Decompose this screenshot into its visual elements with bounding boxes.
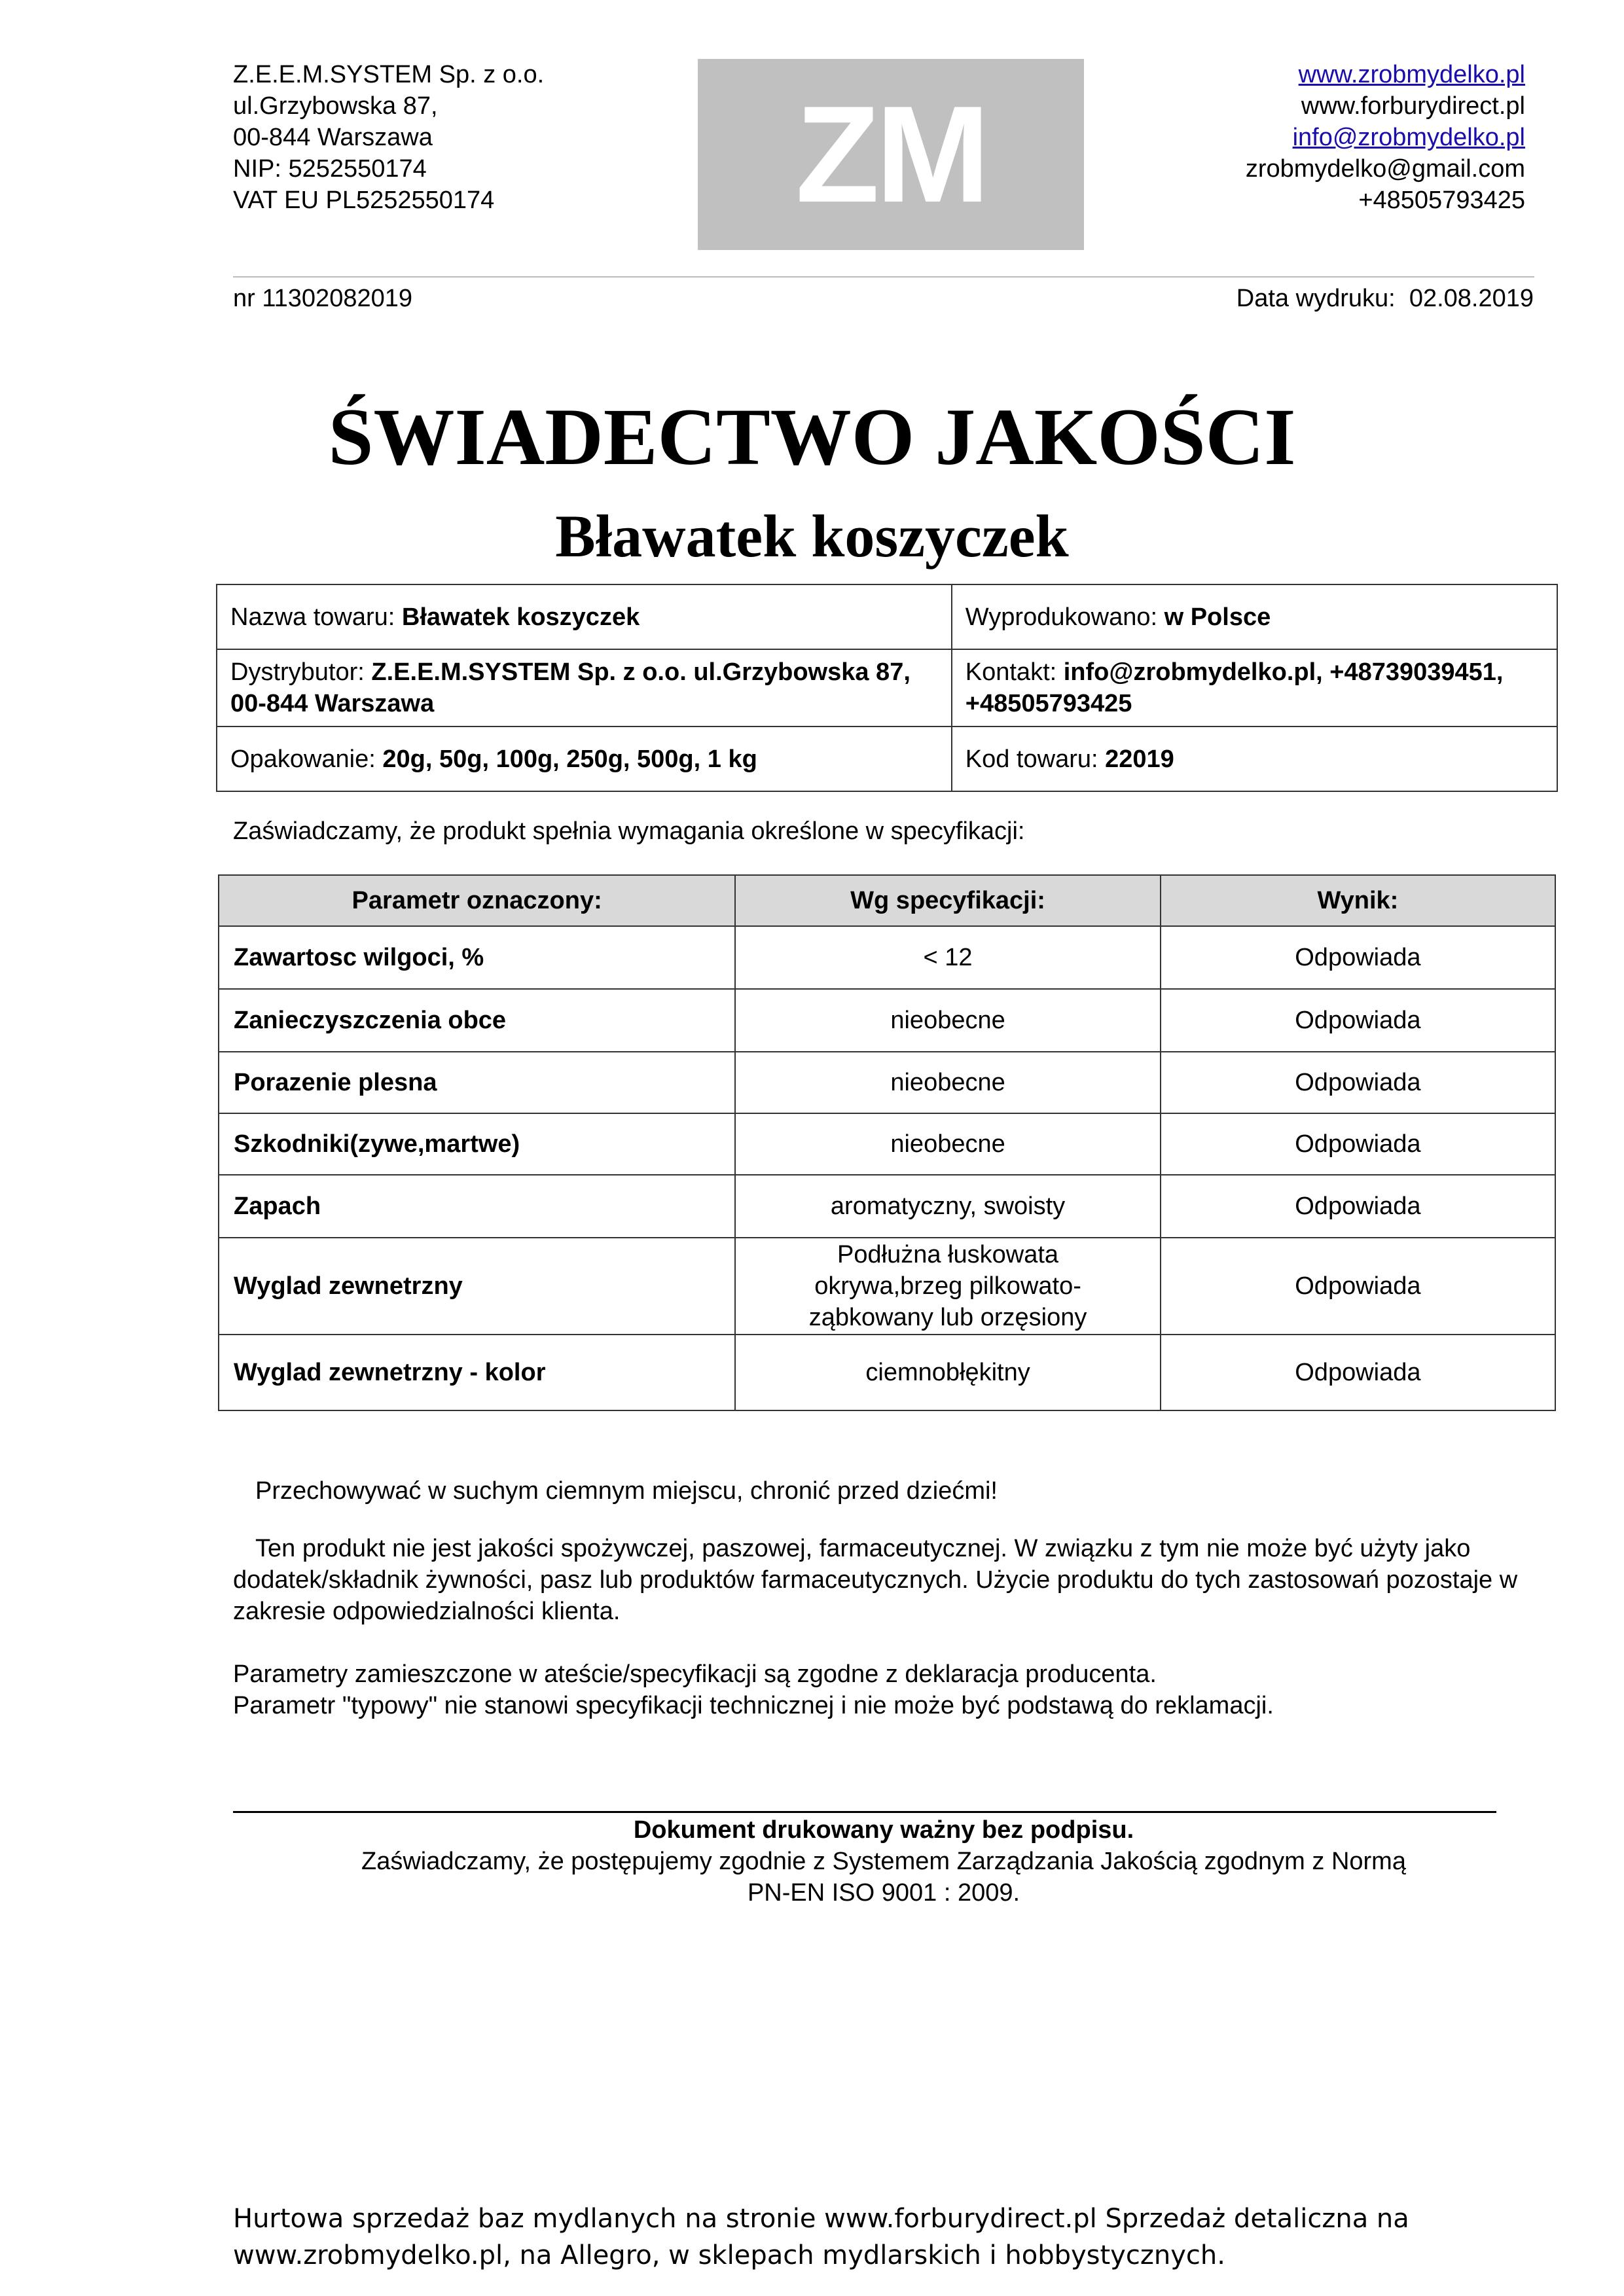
table-row [219, 1175, 1555, 1238]
param-cell: Wyglad zewnetrzny - kolor [219, 1335, 735, 1410]
info-cell-contact [952, 649, 1557, 726]
info-cell-packaging [217, 726, 952, 791]
param-cell: Zanieczyszczenia obce [219, 989, 735, 1052]
footer-text: Hurtowa sprzedaż baz mydlanych na stronie www.forburydirect.pl Sprzedaż detaliczna na www.zrobmydelko.pl, na Allegro, w sklepach mydlarskich i hobbystycznych. [233, 2204, 1409, 2270]
spec-cell: ciemnobłękitny [735, 1335, 1160, 1410]
origin-value: w Polsce [1164, 603, 1271, 631]
product-subtitle: Bławatek koszyczek [555, 503, 1069, 569]
validity-block [327, 1814, 1440, 1909]
email-gmail: zrobmydelko@gmail.com [1245, 155, 1525, 183]
website-link-forburydirect[interactable]: www.forburydirect.pl [1301, 92, 1525, 120]
distributor-label: Dystrybutor: [230, 658, 372, 686]
print-date-label: Data wydruku: [1236, 285, 1396, 312]
info-cell-origin [952, 584, 1557, 649]
table-row [219, 1238, 1555, 1335]
iso-statement: Zaświadczamy, że postępujemy zgodnie z Systemem Zarządzania Jakością zgodnym z Normą PN-EN ISO 9001 : 2009. [361, 1848, 1406, 1907]
signature-line [233, 1811, 1496, 1813]
result-cell: Odpowiada [1161, 1175, 1555, 1238]
spec-cell: nieobecne [735, 1113, 1160, 1175]
result-cell: Odpowiada [1161, 926, 1555, 989]
company-vat: VAT EU PL5252550174 [233, 187, 495, 214]
contact-block [1087, 59, 1525, 216]
product-code-value: 22019 [1105, 745, 1174, 773]
company-address [233, 59, 652, 216]
product-code-label: Kod towaru: [965, 745, 1106, 773]
info-cell-product-code [952, 726, 1557, 791]
company-logo [698, 59, 1084, 250]
param-cell: Zapach [219, 1175, 735, 1238]
parameters-note-1: Parametry zamieszczone w ateście/specyfikacji są zgodne z deklaracja producenta. [233, 1660, 1157, 1688]
specification-table [218, 874, 1556, 1411]
company-name: Z.E.E.M.SYSTEM Sp. z o.o. [233, 61, 545, 88]
packaging-label: Opakowanie: [230, 745, 383, 773]
param-cell: Szkodniki(zywe,martwe) [219, 1113, 735, 1175]
param-cell: Wyglad zewnetrzny [219, 1238, 735, 1335]
info-cell-distributor [217, 649, 952, 726]
result-cell: Odpowiada [1161, 1238, 1555, 1335]
product-name-value: Bławatek koszyczek [401, 603, 640, 631]
distributor-value: Z.E.E.M.SYSTEM Sp. z o.o. ul.Grzybowska 87, 00-844 Warszawa [230, 658, 911, 717]
table-row [219, 1335, 1555, 1410]
origin-label: Wyprodukowano: [965, 603, 1164, 631]
print-date-value: 02.08.2019 [1409, 285, 1534, 312]
spec-cell: aromatyczny, swoisty [735, 1175, 1160, 1238]
header-specification: Wg specyfikacji: [735, 875, 1160, 926]
certify-statement: Zaświadczamy, że produkt spełnia wymagania określone w specyfikacji: [233, 817, 1025, 845]
storage-note: Przechowywać w suchym ciemnym miejscu, chronić przed dziećmi! [255, 1477, 998, 1505]
phone-number: +48505793425 [1358, 187, 1525, 214]
spec-cell: < 12 [735, 926, 1160, 989]
logo-text: ZM [795, 77, 986, 231]
website-link-zrobmydelko[interactable]: www.zrobmydelko.pl [1298, 61, 1525, 88]
spec-cell: Podłużna łuskowata okrywa,brzeg pilkowato-ząbkowany lub orzęsiony [735, 1238, 1160, 1335]
company-nip: NIP: 5252550174 [233, 155, 427, 183]
result-cell: Odpowiada [1161, 1113, 1555, 1175]
validity-bold: Dokument drukowany ważny bez podpisu. [633, 1816, 1134, 1844]
header-divider [233, 276, 1534, 278]
spec-cell: nieobecne [735, 1052, 1160, 1113]
document-number: nr 11302082019 [233, 285, 412, 312]
header-parameter: Parametr oznaczony: [219, 875, 735, 926]
result-cell: Odpowiada [1161, 1052, 1555, 1113]
param-cell: Zawartosc wilgoci, % [219, 926, 735, 989]
page-title: ŚWIADECTWO JAKOŚCI [328, 392, 1296, 482]
info-cell-product-name [217, 584, 952, 649]
table-row [219, 1113, 1555, 1175]
contact-label: Kontakt: [965, 658, 1064, 686]
table-row [219, 926, 1555, 989]
parameters-note-2: Parametr "typowy" nie stanowi specyfikacji technicznej i nie może być podstawą do reklamacji. [233, 1692, 1274, 1719]
table-row [219, 1052, 1555, 1113]
email-link-info[interactable]: info@zrobmydelko.pl [1292, 124, 1525, 151]
product-info-table [216, 584, 1558, 792]
param-cell: Porazenie plesna [219, 1052, 735, 1113]
header-result: Wynik: [1161, 875, 1555, 926]
result-cell: Odpowiada [1161, 1335, 1555, 1410]
product-name-label: Nazwa towaru: [230, 603, 402, 631]
company-street: ul.Grzybowska 87, [233, 92, 438, 120]
packaging-value: 20g, 50g, 100g, 250g, 500g, 1 kg [382, 745, 757, 773]
spec-cell: nieobecne [735, 989, 1160, 1052]
table-row [219, 989, 1555, 1052]
contact-value: info@zrobmydelko.pl, +48739039451, +48505793425 [965, 658, 1504, 717]
company-city: 00-844 Warszawa [233, 124, 433, 151]
usage-disclaimer: Ten produkt nie jest jakości spożywczej, paszowej, farmaceutycznej. W związku z tym nie może być użyty jako dodatek/składnik żywności, pasz lub produktów farmaceutycznych. Użycie produktu do tych zastosowań pozostaje w zakresie odpowiedzialności klienta. [233, 1535, 1518, 1625]
print-date-line [982, 283, 1534, 314]
result-cell: Odpowiada [1161, 989, 1555, 1052]
